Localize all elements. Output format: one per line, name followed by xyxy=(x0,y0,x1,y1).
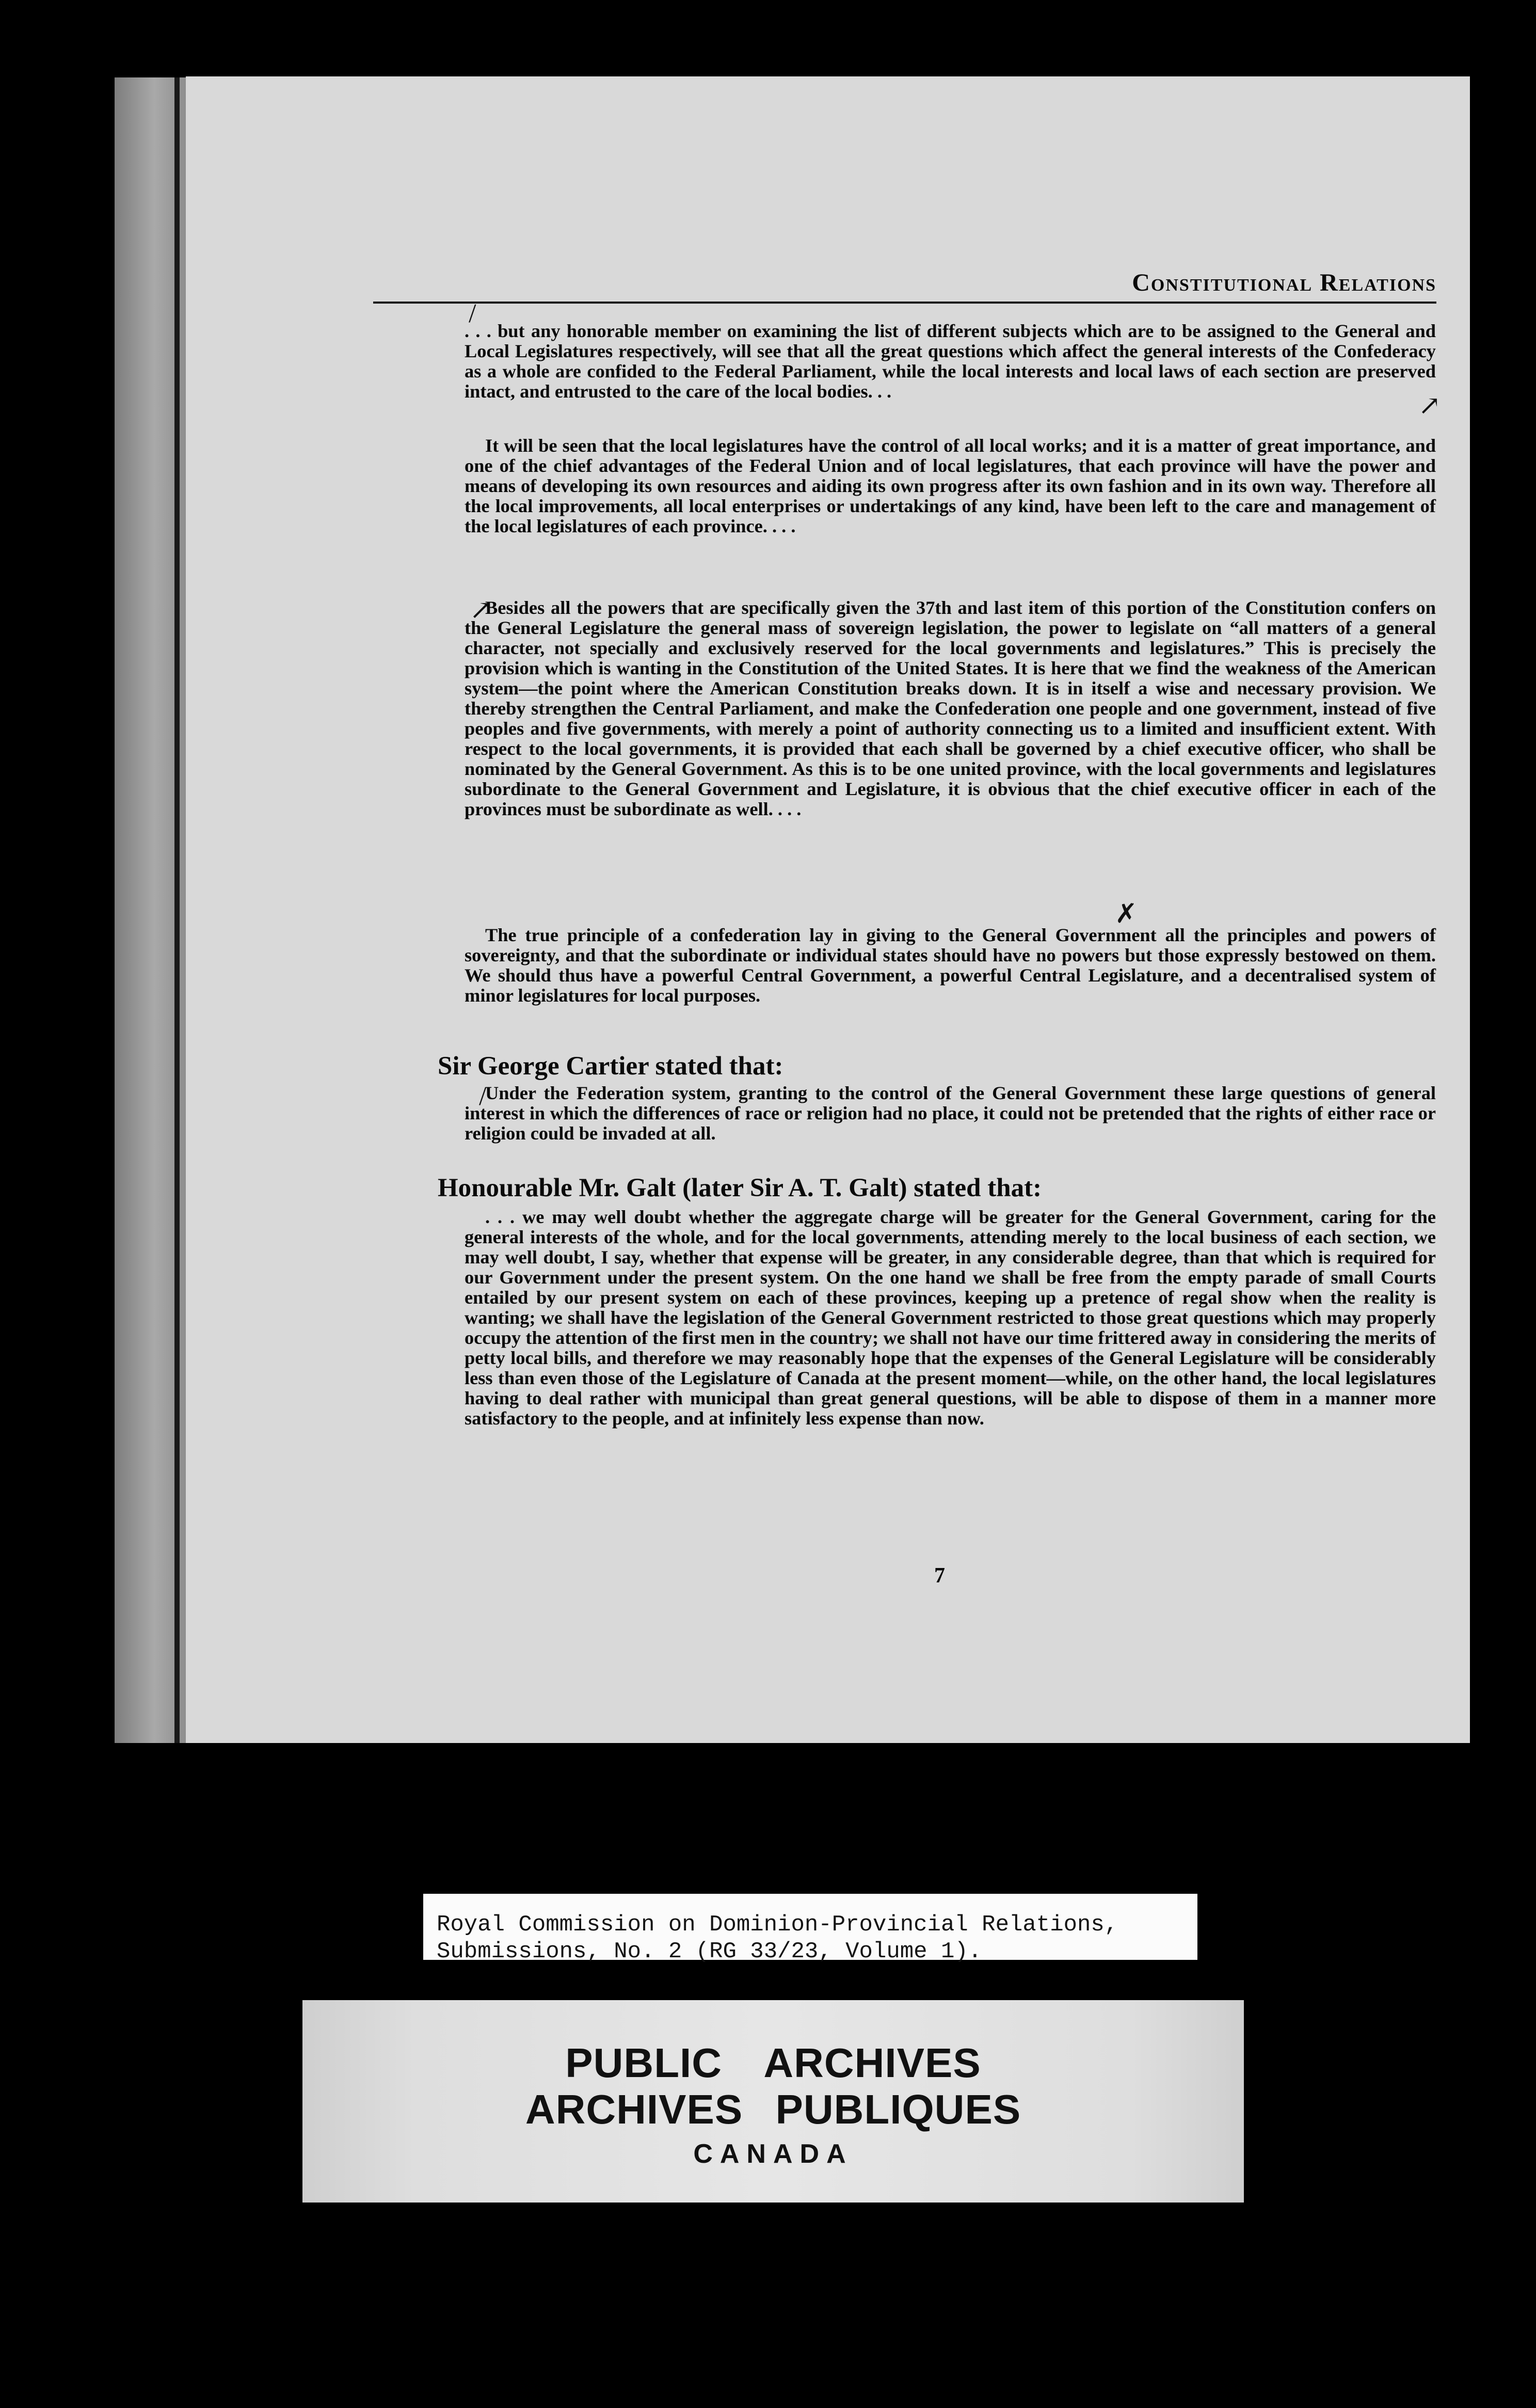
stamp-line-3: CANADA xyxy=(693,2139,853,2169)
quote-paragraph-3 xyxy=(465,598,1436,819)
pen-mark: / xyxy=(469,299,476,328)
quote-text: The true principle of a confederation lay in giving to the General Government all the principles and powers of sovereignty, and that the subordinate or individual states should have no powers but those expressly bestowed on them. We should thus have a powerful Central Government, a powerful Central Legislature, and a decentralised system of minor legislatures for local purposes. xyxy=(465,925,1436,1006)
public-archives-stamp xyxy=(302,2000,1244,2203)
pen-mark: / xyxy=(479,1082,487,1111)
caption-line-1: Royal Commission on Dominion-Provincial Relations, xyxy=(437,1912,1118,1938)
page-number: 7 xyxy=(934,1564,945,1588)
caption-line-2: Submissions, No. 2 (RG 33/23, Volume 1). xyxy=(437,1939,982,1965)
pen-mark: ↗ xyxy=(1418,391,1441,421)
header-rule xyxy=(373,302,1436,304)
section-heading-cartier: Sir George Cartier stated that: xyxy=(438,1052,783,1081)
quote-paragraph-4 xyxy=(465,925,1436,1006)
quote-text: Besides all the powers that are specifically given the 37th and last item of this portion of the Constitution confers on the General Legislature the general mass of sovereign legislation, the power to legislate on “all matters of a general character, not specially and exclusively reserved for the local governments and legislatures.” This is precisely the provision which is wanting in the Constitution of the United States. It is here that we find the weakness of the American system—the point where the American Constitution breaks down. It is in itself a wise and necessary provision. We thereby strengthen the Central Parliament, and make the Confederation one people and one government, instead of five peoples and five governments, with merely a point of authority connecting us to a limited and insufficient extent. With respect to the local governments, it is provided that each shall be governed by a chief executive officer, who shall be nominated by the General Government. As this is to be one united province, with the local governments and legislatures subordinate to the General Government and Legislature, it is obvious that the chief executive officer in each of the provinces must be subordinate as well. . . . xyxy=(465,597,1436,819)
quote-paragraph-5 xyxy=(465,1083,1436,1144)
pen-mark: ✗ xyxy=(1115,899,1138,929)
archival-caption xyxy=(423,1894,1197,1965)
stamp-line-1: PUBLIC ARCHIVES xyxy=(565,2040,981,2086)
quote-paragraph-1 xyxy=(465,321,1436,402)
stamp-line-2: ARCHIVES PUBLIQUES xyxy=(525,2086,1021,2132)
quote-text: It will be seen that the local legislatures have the control of all local works; and it is a matter of great importance, and one of the chief advantages of the Federal Union and of local legislatures, that each province will have the power and means of developing its own resources and aiding its own progress after its own fashion and in its own way. Therefore all the local improvements, all local enterprises or undertakings of any kind, have been left to the care and management of the local legislatures of each province. . . . xyxy=(465,435,1436,536)
quote-text: . . . but any honorable member on examining the list of different subjects which are to be assigned to the General and Local Legislatures respectively, will see that all the great questions which affect the general interests of the Confederacy as a whole are confided to the Federal Parliament, while the local interests and local laws of each section are preserved intact, and entrusted to the care of the local bodies. . . xyxy=(465,321,1436,402)
quote-paragraph-6 xyxy=(465,1207,1436,1429)
quote-text: . . . we may well doubt whether the aggregate charge will be greater for the General Government, caring for the general interests of the whole, and for the local governments, attending merely to the local business of each section, we may well doubt, I say, whether that expense will be greater, in any considerable degree, than that which is required for our Government under the present system. On the one hand we shall be free from the empty parade of small Courts entailed by our present system on each of these provinces, keeping up a pretence of regal show when the reality is wanting; we shall have the legislation of the General Government restricted to those great questions which may properly occupy the attention of the first men in the country; we shall not have our time frittered away in considering the merits of petty local bills, and therefore we may reasonably hope that the expenses of the General Legislature will be considerably less than even those of the Legislature of Canada at the present moment—while, on the other hand, the local legislatures having to deal rather with municipal than great general questions, will be able to dispose of them in a manner more satisfactory to the people, and at infinitely less expense than now. xyxy=(465,1207,1436,1429)
document-page xyxy=(186,76,1470,1743)
running-head: Constitutional Relations xyxy=(1132,269,1436,296)
section-heading-galt: Honourable Mr. Galt (later Sir A. T. Galt) stated that: xyxy=(438,1174,1042,1202)
quote-paragraph-2 xyxy=(465,436,1436,536)
pen-mark: ↗ xyxy=(470,596,492,625)
microfilm-rule xyxy=(174,77,180,1743)
quote-text: Under the Federation system, granting to the control of the General Government these large questions of general interest in which the differences of race or religion had no place, it could not be pretended that the rights of either race or religion could be invaded at all. xyxy=(465,1083,1436,1144)
